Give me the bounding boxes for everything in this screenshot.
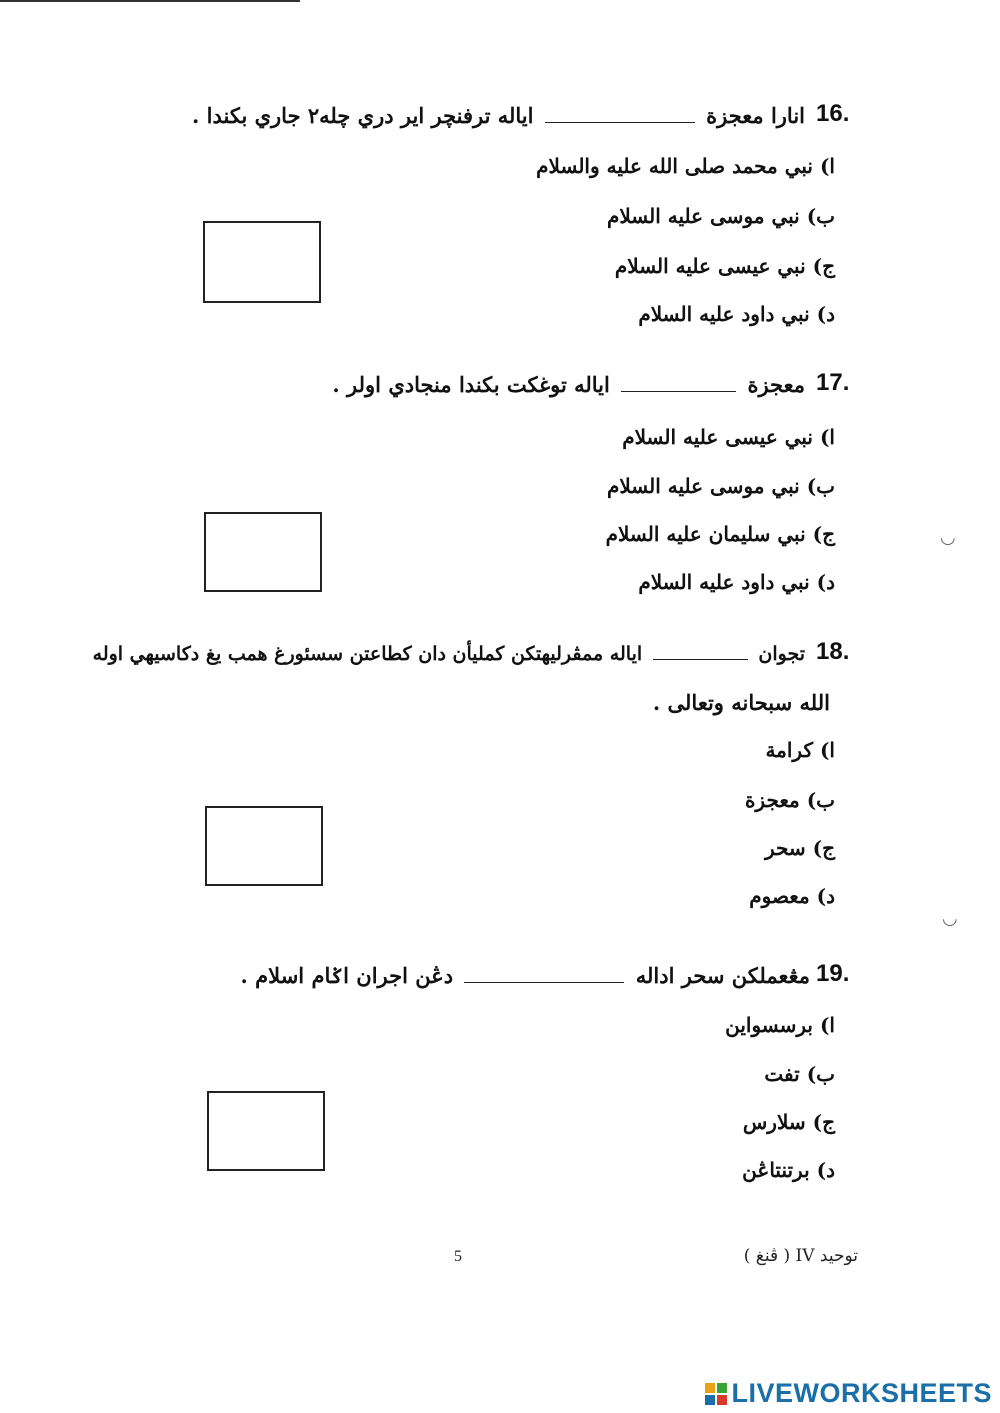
top-rule bbox=[0, 0, 300, 2]
footer-title: توحيد IV ( ڤنغ ) bbox=[743, 1246, 858, 1266]
answer-blank bbox=[621, 373, 736, 392]
question-number: 16. bbox=[816, 100, 850, 127]
option-b: ب) نبي موسى عليه السلام bbox=[606, 204, 835, 228]
question-suffix: اياله توغکت بکندا منجادي اولر . bbox=[332, 372, 610, 397]
option-d: د) نبي داود عليه السلام bbox=[638, 570, 835, 594]
brand-name: LIVEWORKSHEETS bbox=[731, 1378, 992, 1408]
question-suffix: اياله ترفنچر اير دري چله٢ جاري بکندا . bbox=[192, 103, 534, 128]
option-a: ا) نبي عيسى عليه السلام bbox=[622, 425, 835, 449]
answer-box[interactable] bbox=[204, 512, 322, 592]
liveworksheets-brand[interactable] bbox=[705, 1378, 992, 1409]
scan-mark: ◡ bbox=[942, 908, 958, 929]
question-number: 19. bbox=[816, 960, 850, 987]
option-c: ج) سلارس bbox=[742, 1110, 835, 1134]
answer-blank bbox=[464, 964, 624, 983]
option-a: ا) کرامة bbox=[765, 738, 835, 762]
option-a: ا) برسسواين bbox=[725, 1013, 835, 1037]
option-d: د) برتنتاڠن bbox=[742, 1158, 835, 1182]
option-d: د) معصوم bbox=[749, 884, 835, 908]
question-suffix: اياله ممڤرليهتکن کمليأن دان کطاعتن سسئورغ همب يغ دکاسيهي اوله bbox=[92, 643, 643, 665]
question-stem bbox=[241, 963, 810, 988]
option-b: ب) نبي موسى عليه السلام bbox=[606, 474, 835, 498]
scan-mark: ◡ bbox=[940, 527, 956, 548]
option-b: ب) معجزة bbox=[744, 788, 835, 812]
liveworksheets-logo-icon bbox=[705, 1383, 727, 1405]
option-b: ب) تفت bbox=[764, 1062, 835, 1086]
question-stem bbox=[192, 103, 805, 128]
question-stem bbox=[332, 372, 805, 397]
question-prefix: انارا معجزة bbox=[706, 103, 805, 128]
question-continuation: الله سبحانه وتعالى . bbox=[652, 690, 830, 715]
question-number: 17. bbox=[816, 369, 850, 396]
option-a: ا) نبي محمد صلى الله عليه والسلام bbox=[536, 154, 835, 178]
answer-box[interactable] bbox=[207, 1091, 325, 1171]
option-c: ج) نبي عيسى عليه السلام bbox=[614, 254, 835, 278]
option-d: د) نبي داود عليه السلام bbox=[638, 302, 835, 326]
answer-box[interactable] bbox=[203, 221, 321, 303]
page-number: 5 bbox=[454, 1248, 462, 1265]
answer-box[interactable] bbox=[205, 806, 323, 886]
answer-blank bbox=[653, 641, 748, 660]
question-number: 18. bbox=[816, 638, 850, 665]
question-suffix: دڠن اجران اݢام اسلام . bbox=[240, 963, 454, 988]
option-c: ج) نبي سليمان عليه السلام bbox=[605, 522, 835, 546]
answer-blank bbox=[545, 104, 695, 123]
question-stem bbox=[93, 641, 805, 665]
question-prefix: تجوان bbox=[758, 643, 805, 665]
question-prefix: معجزة bbox=[747, 372, 805, 397]
option-c: ج) سحر bbox=[764, 836, 835, 860]
question-prefix: مڠعملکن سحر اداله bbox=[635, 963, 810, 988]
